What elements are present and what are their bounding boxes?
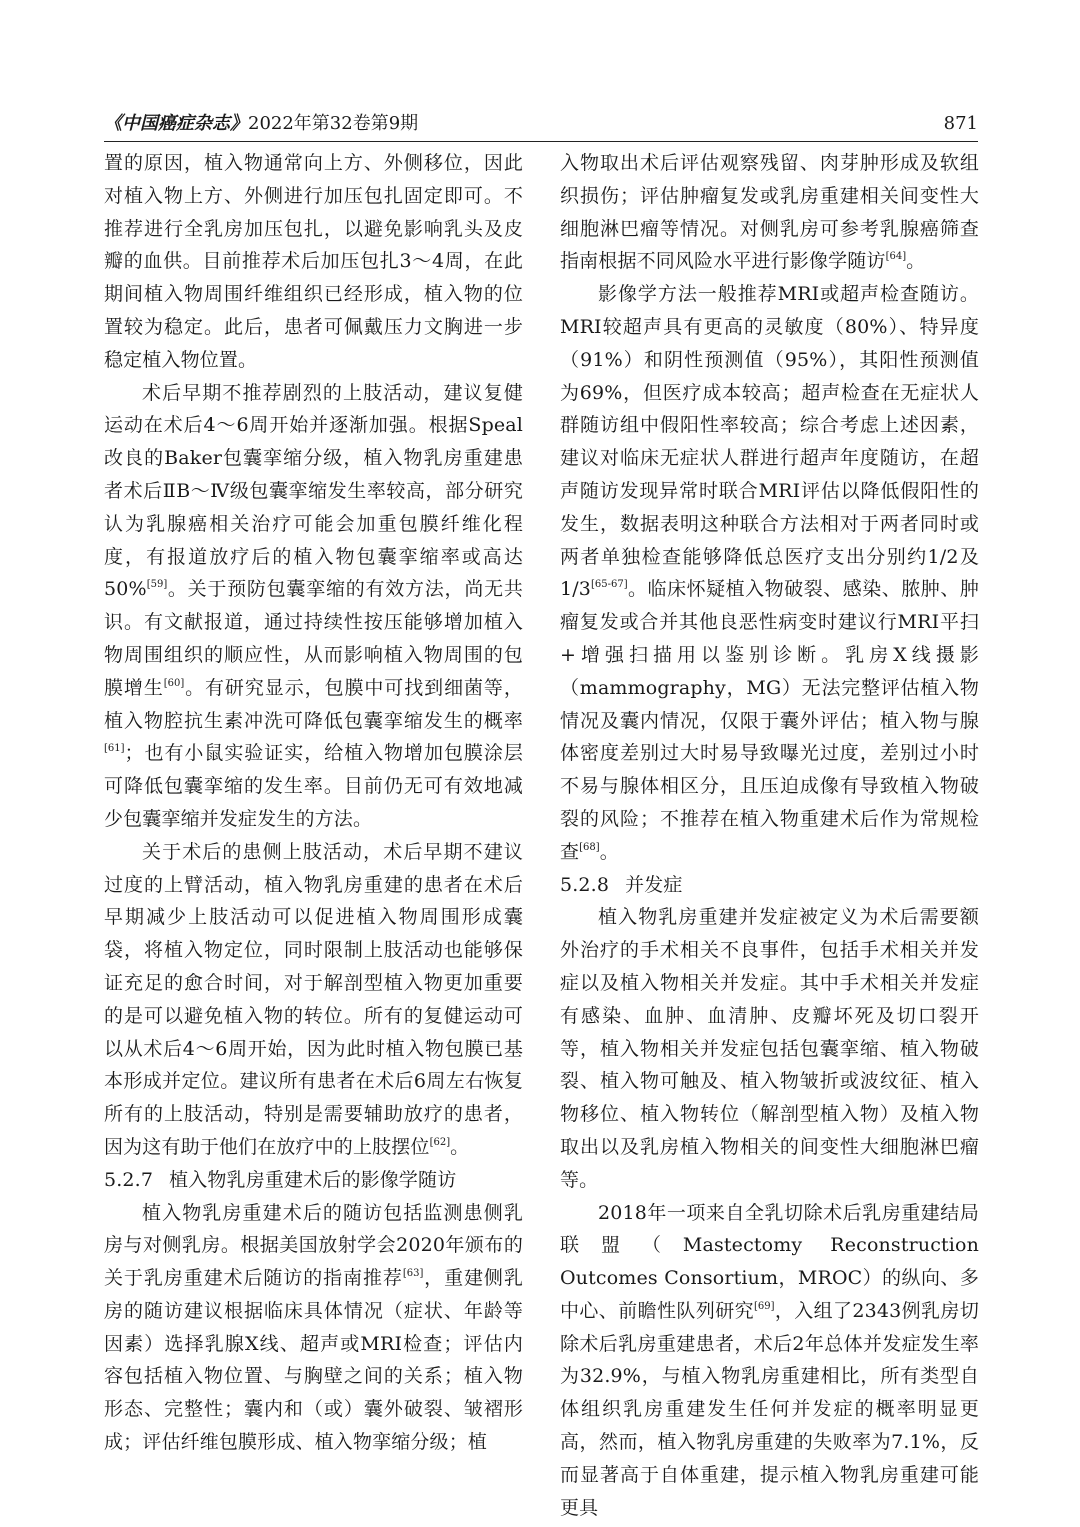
citation: [62] <box>429 1136 451 1148</box>
issue-info: 2022年第32卷第9期 <box>248 113 419 134</box>
section-title: 并发症 <box>625 873 683 896</box>
citation: [65-67] <box>591 579 628 591</box>
citation: [60] <box>163 677 185 689</box>
citation: [61] <box>104 743 125 755</box>
paragraph-continued: 置的原因，植入物通常向上方、外侧移位，因此对植入物上方、外侧进行加压包扎固定即可。不推荐进行全乳房加压包扎，以避免影响乳头及皮瓣的血供。目前推荐术后加压包扎3～4周，在此期间植入物周围纤维组织已经形成，植入物的位置较为稳定。此后，患者可佩戴压力文胸进一步稳定植入物位置。 <box>104 152 523 371</box>
citation: [59] <box>146 579 168 591</box>
section-heading-5-2-8 <box>560 869 979 902</box>
right-column <box>560 147 979 1524</box>
section-title: 植入物乳房重建术后的影像学随访 <box>169 1168 457 1191</box>
section-heading-5-2-7 <box>104 1164 523 1197</box>
left-column <box>104 147 523 1459</box>
paragraph-capsular-contracture: 术后早期不推荐剧烈的上肢活动，建议复健运动在术后4～6周开始并逐渐加强。根据Speal改良的Baker包囊挛缩分级，植入物乳房重建患者术后ⅡB～Ⅳ级包囊挛缩发生率较高，部分研究认为乳腺癌相关治疗可能会加重包膜纤维化程度，有报道放疗后的植入物包囊挛缩率或高达50%[59]。关于预防包囊挛缩的有效方法，尚无共识。有文献报道，通过持续性按压能够增加植入物周围组织的顺应性，从而影响植入物周围的包膜增生[60]。有研究显示，包膜中可找到细菌等，植入物腔抗生素冲洗可降低包囊挛缩发生的概率[61]；也有小鼠实验证实，给植入物增加包膜涂层可降低包囊挛缩的发生率。目前仍无可有效地减少包囊挛缩并发症发生的方法。 <box>104 381 523 830</box>
paragraph-imaging-methods: 影像学方法一般推荐MRI或超声检查随访。MRI较超声具有更高的灵敏度（80%）、特异度（91%）和阴性预测值（95%），其阳性预测值为69%，但医疗成本较高；超声检查在无症状人群随访组中假阳性率较高；综合考虑上述因素，建议对临床无症状人群进行超声年度随访，在超声随访发现异常时联合MRI评估以降低假阳性的发生，数据表明这种联合方法相对于两者同时或两者单独检查能够降低总医疗支出分别约1/2及1/3[65-67]。临床怀疑植入物破裂、感染、脓肿、肿瘤复发或合并其他良恶性病变时建议行MRI平扫+增强扫描用以鉴别诊断。乳房X线摄影（mammography，MG）无法完整评估植入物情况及囊内情况，仅限于囊外评估；植入物与腺体密度差别过大时易导致曝光过度，差别过小时不易与腺体相区分，且压迫成像有导致植入物破裂的风险；不推荐在植入物重建术后作为常规检查[68]。 <box>560 283 979 863</box>
section-number: 5.2.8 <box>560 873 610 896</box>
citation: [69] <box>754 1300 775 1312</box>
paragraph-continued: 入物取出术后评估观察残留、肉芽肿形成及软组织损伤；评估肿瘤复发或乳房重建相关间变性大细胞淋巴瘤等情况。对侧乳房可参考乳腺癌筛查指南根据不同风险水平进行影像学随访[64]。 <box>560 152 979 273</box>
journal-title: 《中国癌症杂志》 <box>104 113 248 134</box>
page-number: 871 <box>943 113 978 134</box>
paragraph-upper-limb-activity: 关于术后的患侧上肢活动，术后早期不建议过度的上臂活动，植入物乳房重建的患者在术后早期减少上肢活动可以促进植入物周围形成囊袋，将植入物定位，同时限制上肢活动也能够保证充足的愈合时间，对于解剖型植入物更加重要的是可以避免植入物的转位。所有的复健运动可以从术后4～6周开始，因为此时植入物包膜已基本形成并定位。建议所有患者在术后6周左右恢复所有的上肢活动，特别是需要辅助放疗的患者，因为这有助于他们在放疗中的上肢摆位[62]。 <box>104 840 523 1158</box>
citation: [63] <box>402 1268 424 1280</box>
citation: [68] <box>579 841 600 853</box>
journal-and-issue <box>104 112 418 136</box>
paragraph-imaging-follow-up: 植入物乳房重建术后的随访包括监测患侧乳房与对侧乳房。根据美国放射学会2020年颁布的关于乳房重建术后随访的指南推荐[63]，重建侧乳房的随访建议根据临床具体情况（症状、年龄等因素）选择乳腺X线、超声或MRI检查；评估内容包括植入物位置、与胸壁之间的关系；植入物形态、完整性；囊内和（或）囊外破裂、皱褶形成；评估纤维包膜形成、植入物挛缩分级；植 <box>104 1201 523 1454</box>
running-header <box>104 112 978 136</box>
section-number: 5.2.7 <box>104 1168 154 1191</box>
paragraph-complications-definition: 植入物乳房重建并发症被定义为术后需要额外治疗的手术相关不良事件，包括手术相关并发症以及植入物相关并发症。其中手术相关并发症有感染、血肿、血清肿、皮瓣坏死及切口裂开等，植入物相关并发症包括包囊挛缩、植入物破裂、植入物可触及、植入物皱折或波纹征、植入物移位、植入物转位（解剖型植入物）及植入物取出以及乳房植入物相关的间变性大细胞淋巴瘤等。 <box>560 906 979 1191</box>
header-rule <box>104 141 978 142</box>
paragraph-mroc-study: 2018年一项来自全乳切除术后乳房重建结局联盟（Mastectomy Reconstruction Outcomes Consortium，MROC）的纵向、多中心、前瞻性队列研究[69]，入组了2343例乳房切除术后乳房重建患者，术后2年总体并发症发生率为32.9%，与植入物乳房重建相比，所有类型自体组织乳房重建发生任何并发症的概率明显更高，然而，植入物乳房重建的失败率为7.1%，反而显著高于自体重建，提示植入物乳房重建可能更具 <box>560 1201 979 1519</box>
citation: [64] <box>885 251 907 263</box>
